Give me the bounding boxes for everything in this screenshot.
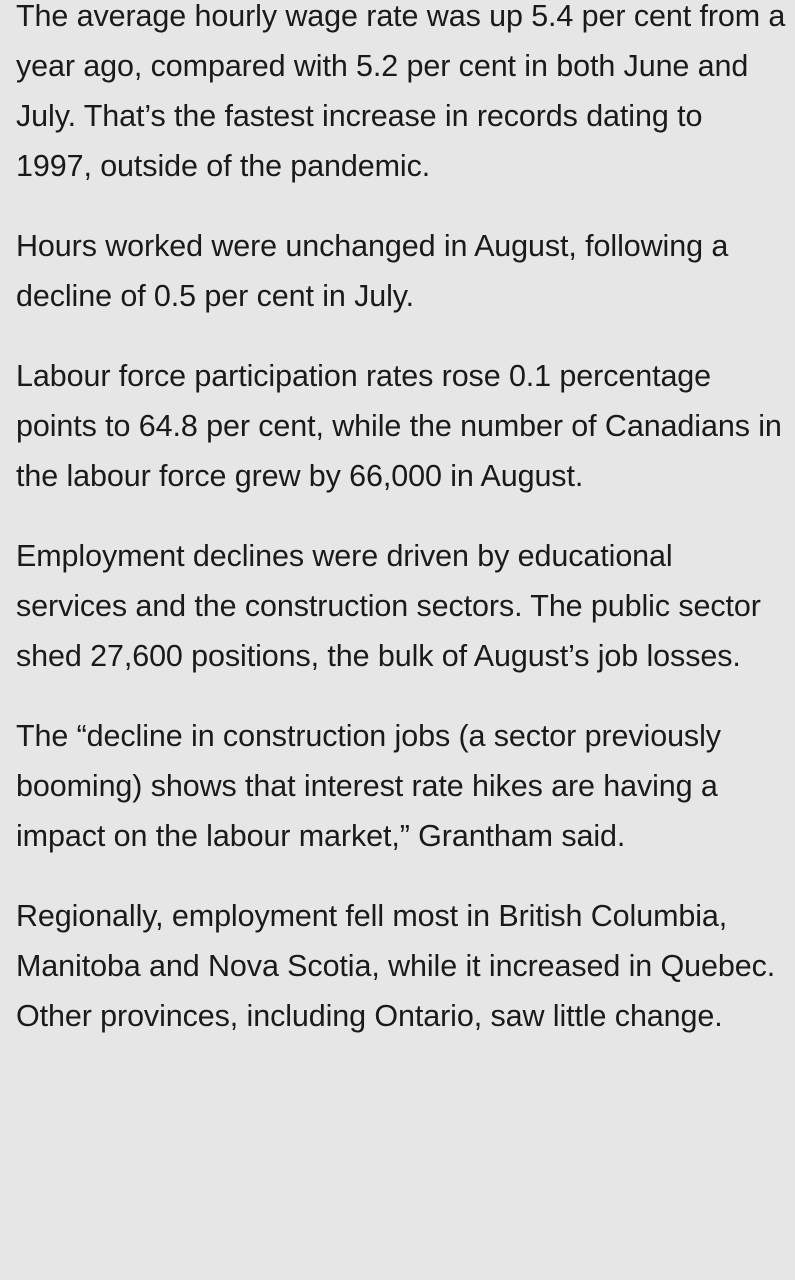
paragraph-participation-rate: Labour force participation rates rose 0.1 percentage points to 64.8 per cent, while the number of Canadians in the labour force grew by 66,000 in August.: [16, 359, 782, 493]
paragraph-hours-worked: Hours worked were unchanged in August, following a decline of 0.5 per cent in July.: [16, 229, 729, 313]
paragraph-wage-rate: The average hourly wage rate was up 5.4 per cent from a year ago, compared with 5.2 per cent in both June and July. That’s the fastest increase in records dating to 1997, outside of the pandemic.: [16, 0, 786, 183]
paragraph-regional-employment: Regionally, employment fell most in British Columbia, Manitoba and Nova Scotia, while it increased in Quebec. Other provinces, including Ontario, saw little change.: [16, 899, 776, 1033]
article-body: [16, 0, 786, 1071]
paragraph-employment-declines: Employment declines were driven by educational services and the construction sectors. The public sector shed 27,600 positions, the bulk of August’s job losses.: [16, 539, 761, 673]
paragraph-construction-quote: The “decline in construction jobs (a sector previously booming) shows that interest rate hikes are having a impact on the labour market,” Grantham said.: [16, 719, 721, 853]
